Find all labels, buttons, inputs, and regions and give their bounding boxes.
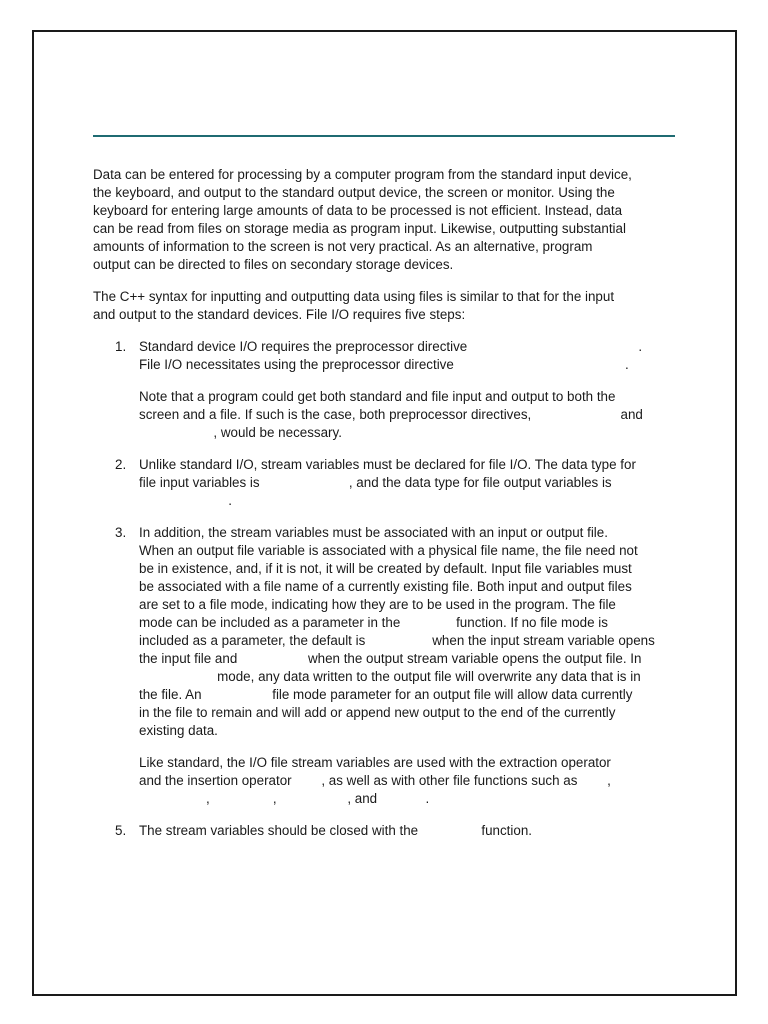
text-line: , , , and . [139,791,430,806]
text-line: Note that a program could get both standard and file input and output to both the [139,389,616,404]
text-line: output can be directed to files on secondary storage devices. [93,257,454,272]
step-1 [93,338,677,442]
step-5 [93,822,677,840]
text-line: existing data. [139,723,218,738]
intro-paragraph [93,166,677,274]
text-line: be associated with a file name of a currently existing file. Both input and output files [139,579,632,594]
text-line: file input variables is , and the data type for file output variables is [139,475,612,490]
text-line: the file. An file mode parameter for an output file will allow data currently [139,687,633,702]
text-line: . [139,493,233,508]
text-line: and output to the standard devices. File I/O requires five steps: [93,307,466,322]
document-body [93,166,677,854]
step-number: 3. [115,525,127,540]
step-3-note [139,754,677,808]
text-line: Standard device I/O requires the preprocessor directive . [139,339,643,354]
text-line: , would be necessary. [139,425,342,440]
text-line: When an output file variable is associated with a physical file name, the file need not [139,543,638,558]
text-line: screen and a file. If such is the case, both preprocessor directives, and [139,407,643,422]
step-3 [93,524,677,808]
text-line: amounts of information to the screen is not very practical. As an alternative, program [93,239,593,254]
step-2 [93,456,677,510]
syntax-paragraph [93,288,677,324]
step-number: 5. [115,823,127,838]
step-number: 2. [115,457,127,472]
text-line: in the file to remain and will add or append new output to the end of the currently [139,705,616,720]
step-number: 1. [115,339,127,354]
text-line: The stream variables should be closed with the function. [139,823,532,838]
text-line: Data can be entered for processing by a computer program from the standard input device, [93,167,632,182]
text-line: File I/O necessitates using the preprocessor directive . [139,357,629,372]
text-line: The C++ syntax for inputting and outputting data using files is similar to that for the input [93,289,615,304]
text-line: are set to a file mode, indicating how they are to be used in the program. The file [139,597,616,612]
text-line: keyboard for entering large amounts of data to be processed is not efficient. Instead, data [93,203,623,218]
text-line: the keyboard, and output to the standard output device, the screen or monitor. Using the [93,185,615,200]
text-line: included as a parameter, the default is when the input stream variable opens [139,633,655,648]
text-line: the input file and when the output stream variable opens the output file. In [139,651,642,666]
text-line: Unlike standard I/O, stream variables must be declared for file I/O. The data type for [139,457,636,472]
text-line: mode, any data written to the output file will overwrite any data that is in [139,669,641,684]
text-line: can be read from files on storage media as program input. Likewise, outputting substantial [93,221,626,236]
text-line: mode can be included as a parameter in the function. If no file mode is [139,615,608,630]
text-line: be in existence, and, if it is not, it will be created by default. Input file variables must [139,561,632,576]
text-line: In addition, the stream variables must be associated with an input or output file. [139,525,608,540]
header-rule [93,135,675,137]
text-line: Like standard, the I/O file stream variables are used with the extraction operator [139,755,611,770]
step-1-note [139,388,677,442]
text-line: and the insertion operator , as well as with other file functions such as , [139,773,611,788]
